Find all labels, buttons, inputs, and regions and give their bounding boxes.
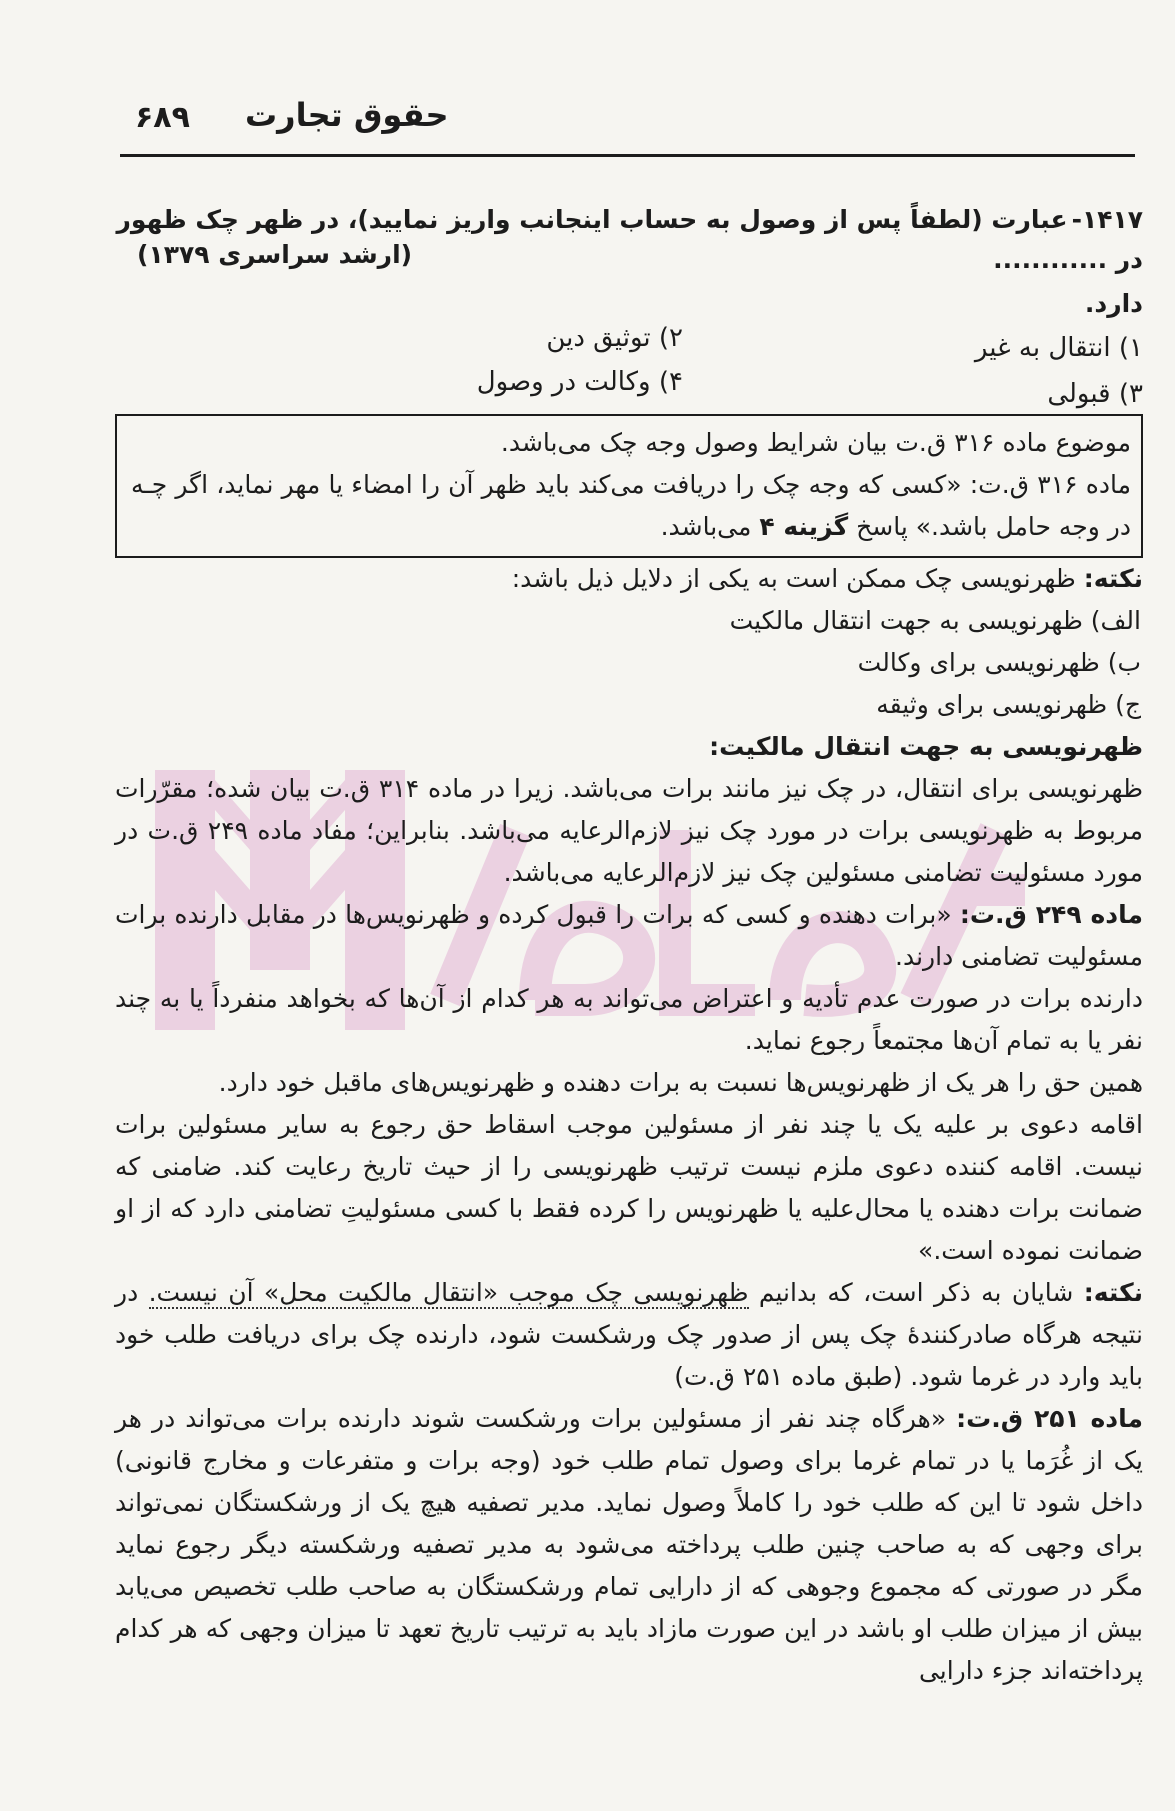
exam-reference: (ارشد سراسری ۱۳۷۹) (137, 240, 413, 269)
note-1-text: ظهرنویسی چک ممکن است به یکی از دلایل ذیل باشد: (511, 564, 1076, 593)
answer-line-2 (131, 464, 1131, 548)
article-249-label: ماده ۲۴۹ ق.ت: (959, 900, 1143, 929)
running-title: حقوق تجارت (245, 96, 449, 134)
note-2-underlined: ظهرنویسی چک موجب «انتقال مالکیت محل» آن نیست. (148, 1278, 749, 1307)
note-2-text-a: شایان به ذکر است، که بدانیم (758, 1278, 1074, 1307)
answer-line-1: موضوع ماده ۳۱۶ ق.ت بیان شرایط وصول وجه چک می‌باشد. (500, 428, 1131, 457)
header-rule (120, 154, 1135, 157)
article-251-label: ماده ۲۵۱ ق.ت: (956, 1404, 1143, 1433)
answer-options (115, 324, 1143, 414)
answer-explanation: ماده ۳۱۶ ق.ت: «کسی که وجه چک را دریافت می‌کند باید ظهر آن را امضاء یا مهر نماید، اگر چـه در وجه حامل باشد.» پاسخ (131, 470, 1132, 541)
option-3: ۳) قبولی (1047, 379, 1143, 409)
note-2-text-b: در نتیجه هرگاه صادرکنندهٔ چک پس از صدور چک ورشکست شود، دارنده چک برای دریافت طلب خود باید وارد در غرما شود. (طبق ماده ۲۵۱ ق.ت) (115, 1278, 1143, 1391)
article-251 (115, 1398, 1143, 1692)
article-249 (115, 894, 1143, 978)
answer-choice: گزینه ۴ (759, 512, 849, 541)
article-249-text: «برات دهنده و کسی که برات را قبول کرده و ظهرنویس‌ها در مقابل دارنده برات مسئولیت تضامنی دارند. (115, 900, 1143, 971)
page-header (120, 88, 1135, 168)
article-249-paragraph-3: همین حق را هر یک از ظهرنویس‌ها نسبت به برات دهنده و ظهرنویس‌های ماقبل خود دارد. (218, 1068, 1143, 1097)
note-2-label: نکته: (1083, 1278, 1144, 1307)
option-4: ۴) وکالت در وصول (476, 367, 683, 397)
note-1-label: نکته: (1083, 564, 1143, 593)
page-content (115, 200, 1143, 1692)
list-item: ج) ظهرنویسی برای وثیقه (876, 690, 1141, 719)
question-number: ۱۴۱۷- (1071, 205, 1143, 234)
article-251-text: «هرگاه چند نفر از مسئولین برات ورشکست شوند دارنده برات می‌تواند در هر یک از غُرَما یا در تمام غرما برای وصول تمام طلب خود (وجه برات و متفرعات و مخارج قانونی) داخل شود تا این که طلب خود را کاملاً وصول نماید. مدیر تصفیه هیچ یک از ورشکستگان نمی‌تواند برای وجهی که به صاحب چنین طلب پرداخته می‌شود به مدیر تصفیه ورشکسته دیگر رجوع نماید مگر در صورتی که مجموع وجوهی که از دارایی تمام ورشکستگان به صاحب طلب تخصیص می‌یابد بیش از میزان طلب او باشد در این صورت مازاد باید به ترتیب تاریخ تعهد تا میزان وجهی که هر کدام پرداخته‌اند جزء دارایی (115, 1404, 1143, 1685)
answer-box (115, 414, 1143, 558)
section-heading: ظهرنویسی به جهت انتقال مالکیت: (709, 732, 1143, 761)
article-249-paragraph-4: اقامه دعوی بر علیه یک یا چند نفر از مسئولین موجب اسقاط حق رجوع به سایر مسئولین برات نیست. اقامه کننده دعوی ملزم نیست ترتیب ظهرنویسی را از حیث تاریخ رعایت کند. ضامنی که ضمانت برات دهنده یا محال‌علیه یا ظهرنویس را کرده فقط با کسی مسئولیتِ تضامنی دارد که از او ضمانت نموده است.» (115, 1110, 1143, 1265)
option-2: ۲) توثیق دین (546, 323, 683, 353)
note-1-line (115, 558, 1143, 600)
question-stem-tail: دارد. (1084, 289, 1143, 318)
page-number: ۶۸۹ (135, 100, 190, 135)
answer-line-end: می‌باشد. (660, 512, 752, 541)
article-249-paragraph-2: دارنده برات در صورت عدم تأدیه و اعتراض می‌تواند به هر کدام از آن‌ها که بخواهد منفرداً یا به چند نفر یا به تمام آن‌ها مجتمعاً رجوع نماید. (115, 984, 1143, 1055)
section-paragraph: ظهرنویسی برای انتقال، در چک نیز مانند برات می‌باشد. زیرا در ماده ۳۱۴ ق.ت بیان شده؛ مقرّرات مربوط به ظهرنویسی برات در مورد چک نیز لازم‌الرعایه می‌باشد. بنابراین؛ مفاد ماده ۲۴۹ ق.ت در مورد مسئولیت تضامنی مسئولین چک نیز لازم‌الرعایه می‌باشد. (115, 774, 1143, 887)
option-1: ۱) انتقال به غیر (974, 333, 1143, 363)
question-block (115, 200, 1143, 414)
list-item: ب) ظهرنویسی برای وکالت (857, 648, 1141, 677)
note-1 (115, 558, 1143, 726)
list-item: الف) ظهرنویسی به جهت انتقال مالکیت (729, 606, 1141, 635)
note-2 (115, 1272, 1143, 1398)
question-stem-text: عبارت (لطفاً پس از وصول به حساب اینجانب واریز نمایید)، در ظهر چک ظهور در ............ (116, 205, 1143, 274)
